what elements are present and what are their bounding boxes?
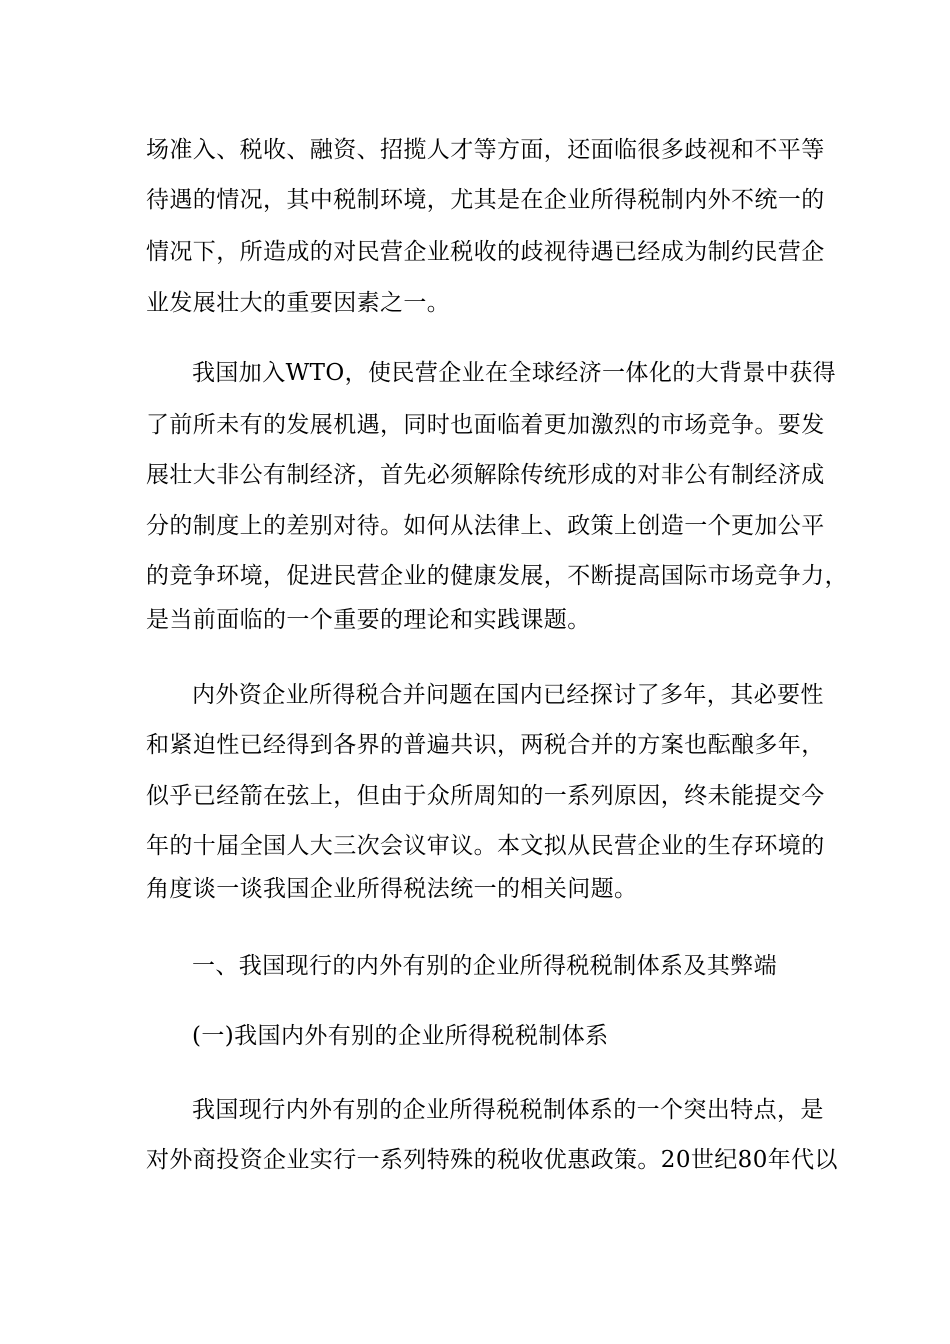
paragraph-3-line-5: 角度谈一谈我国企业所得税法统一的相关问题。 xyxy=(146,876,638,902)
paragraph-1-line-3: 情况下，所造成的对民营企业税收的歧视待遇已经成为制约民营企 xyxy=(146,239,825,265)
paragraph-2-line-3: 展壮大非公有制经济，首先必须解除传统形成的对非公有制经济成 xyxy=(146,462,825,488)
paragraph-2-line-1: 我国加入WTO，使民营企业在全球经济一体化的大背景中获得 xyxy=(192,360,837,386)
paragraph-4-line-2: 对外商投资企业实行一系列特殊的税收优惠政策。20世纪80年代以 xyxy=(146,1147,838,1173)
paragraph-3-line-1: 内外资企业所得税合并问题在国内已经探讨了多年，其必要性 xyxy=(192,682,824,708)
paragraph-3-line-2: 和紧迫性已经得到各界的普遍共识，两税合并的方案也酝酿多年， xyxy=(146,732,825,758)
paragraph-2-line-6: 是当前面临的一个重要的理论和实践课题。 xyxy=(146,607,591,633)
subsection-heading: (一)我国内外有别的企业所得税税制体系 xyxy=(192,1023,609,1049)
paragraph-4-line-1: 我国现行内外有别的企业所得税税制体系的一个突出特点，是 xyxy=(192,1097,824,1123)
paragraph-2-line-4: 分的制度上的差别对待。如何从法律上、政策上创造一个更加公平 xyxy=(146,513,825,539)
paragraph-3-line-3: 似乎已经箭在弦上，但由于众所周知的一系列原因，终未能提交今 xyxy=(146,783,825,809)
paragraph-1-line-4: 业发展壮大的重要因素之一。 xyxy=(146,290,451,316)
paragraph-2-line-5: 的竞争环境，促进民营企业的健康发展，不断提高国际市场竞争力， xyxy=(146,563,848,589)
paragraph-1-line-2: 待遇的情况，其中税制环境，尤其是在企业所得税制内外不统一的 xyxy=(146,187,825,213)
paragraph-3-line-4: 年的十届全国人大三次会议审议。本文拟从民营企业的生存环境的 xyxy=(146,833,825,859)
paragraph-2-line-2: 了前所未有的发展机遇，同时也面临着更加激烈的市场竞争。要发 xyxy=(146,412,825,438)
paragraph-1-line-1: 场准入、税收、融资、招揽人才等方面，还面临很多歧视和不平等 xyxy=(146,137,825,163)
section-heading: 一、我国现行的内外有别的企业所得税税制体系及其弊端 xyxy=(192,953,777,979)
